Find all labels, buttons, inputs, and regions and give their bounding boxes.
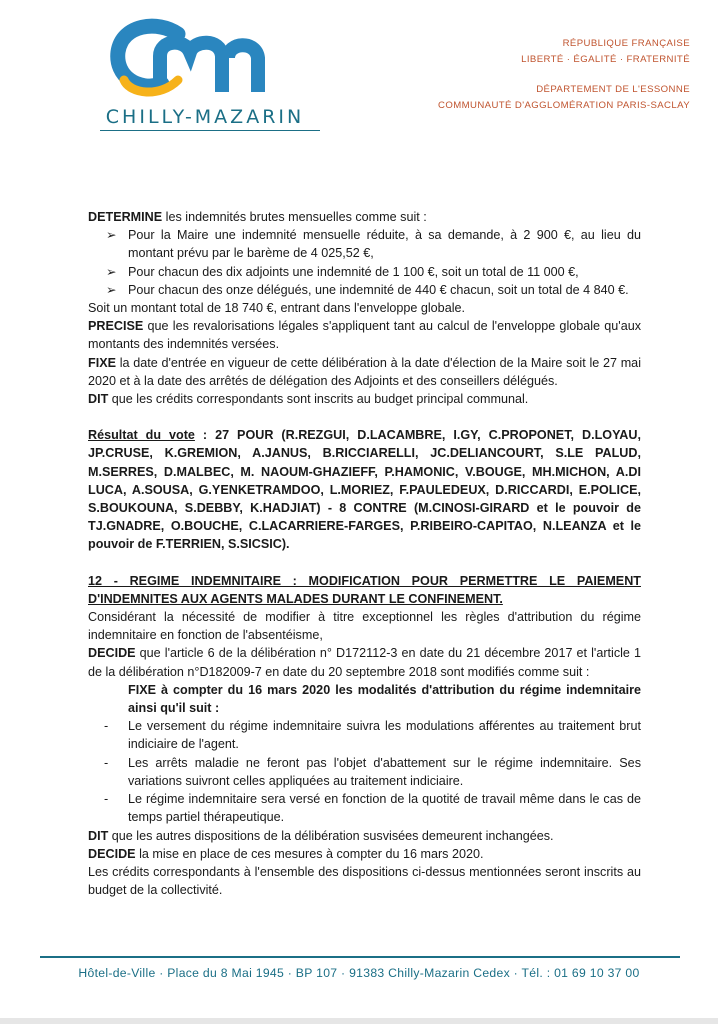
arrow-bullet-icon: ➢ (106, 282, 117, 297)
header-devise: LIBERTÉ · ÉGALITÉ · FRATERNITÉ (521, 54, 690, 65)
cm-logo-mark (100, 18, 310, 108)
total-paragraph: Soit un montant total de 18 740 €, entrant dans l'enveloppe globale. (88, 301, 465, 316)
logo-city-name: CHILLY-MAZARIN (105, 106, 305, 128)
keyword-decide: DECIDE (88, 646, 136, 661)
fixe-modalites: FIXE à compter du 16 mars 2020 les modalités d'attribution du régime indemnitaire ainsi qu'il suit : (128, 682, 641, 716)
dash-bullet-icon: - (104, 755, 109, 770)
decide-paragraph: DECIDE que l'article 6 de la délibération n° D172112-3 en date du 21 décembre 2017 et l'article 1 de la délibération n°D182009-7 en date du 20 septembre 2018 sont modifiés comme suit : (88, 646, 641, 679)
vote-result: Résultat du vote : 27 POUR (R.REZGUI, D.LACAMBRE, I.GY, C.PROPONET, D.LOYAU, JP.CRUSE, K.GREMION, A.JANUS, B.RICCIARELLI, JC.DELIANCOURT, S.LE PALUD, M.SERRES, D.MALBEC, M. NAOUM-GHAZIEFF, P.HAMONIC, V.BOUGE, MH.MICHON, A.DI LUCA, A.SOUSA, G.YENKETRAMDOO, L.MORIEZ, F.PAULEDEUX, D.RICCARDI, E.POLICE, S.BOUKOUNA, S.DEBBY, K.HADJIAT) - 8 CONTRE (M.CINOSI-GIRARD et le pouvoir de TJ.GNADRE, O.BOUCHE, C.LACARRIERE-FARGES, P.RIBEIRO-CAPITAO, N.LEANZA et le pouvoir de F.TERRIEN, S.SICSIC). (88, 428, 641, 552)
dash-bullet-icon: - (104, 792, 109, 807)
keyword-dit: DIT (88, 392, 109, 407)
fixe-paragraph: FIXE la date d'entrée en vigueur de cette délibération à la date d'élection de la Maire soit le 27 mai 2020 et à la date des arrêtés de délégation des Adjoints et des conseillers délégués. (88, 355, 641, 388)
keyword-precise: PRECISE (88, 319, 144, 334)
precise-paragraph: PRECISE que les revalorisations légales s'appliquent tant au calcul de l'enveloppe globale qu'aux montants des indemnités versées. (88, 319, 641, 352)
keyword-dit: DIT (88, 828, 109, 843)
header-communaute: COMMUNAUTÉ D'AGGLOMÉRATION PARIS-SACLAY (438, 100, 690, 111)
dit-autres-paragraph: DIT que les autres dispositions de la délibération susvisées demeurent inchangées. (88, 828, 554, 843)
header-departement: DÉPARTEMENT DE L'ESSONNE (536, 84, 690, 95)
header-right-block (438, 36, 690, 114)
list-item: - Les arrêts maladie ne feront pas l'objet d'abattement sur le régime indemnitaire. Ses variations suivront celles appliquées au traitement indiciaire. (104, 755, 641, 788)
section-12-heading: 12 - REGIME INDEMNITAIRE : MODIFICATION POUR PERMETTRE LE PAIEMENT D'INDEMNITES AUX AGENTS MALADES DURANT LE CONFINEMENT. (88, 573, 641, 606)
keyword-decide: DECIDE (88, 846, 136, 861)
header-republique: RÉPUBLIQUE FRANÇAISE (562, 38, 690, 49)
decide-mise-en-place: DECIDE la mise en place de ces mesures à compter du 16 mars 2020. (88, 846, 484, 861)
considerant-paragraph: Considérant la nécessité de modifier à titre exceptionnel les règles d'attribution du régime indemnitaire en fonction de l'absentéisme, (88, 610, 641, 643)
keyword-fixe: FIXE (88, 355, 116, 370)
footer-rule (40, 956, 680, 958)
list-item: - Le versement du régime indemnitaire suivra les modulations afférentes au traitement brut indiciaire de l'agent. (104, 719, 641, 752)
list-item: ➢ Pour la Maire une indemnité mensuelle réduite, à sa demande, à 2 900 €, au lieu du montant prévu par le barème de 4 025,52 €, (106, 228, 641, 261)
arrow-bullet-icon: ➢ (106, 264, 117, 279)
list-item: ➢ Pour chacun des dix adjoints une indemnité de 1 100 €, soit un total de 11 000 €, (88, 263, 641, 281)
logo-underline (100, 130, 320, 131)
list-item: - Le régime indemnitaire sera versé en fonction de la quotité de travail même dans le cas de temps partiel thérapeutique. (104, 792, 641, 825)
determine-paragraph: DETERMINE les indemnités brutes mensuelles comme suit : (88, 210, 427, 224)
credits-paragraph: Les crédits correspondants à l'ensemble des dispositions ci-dessus mentionnées seront inscrits au budget de la collectivité. (88, 864, 641, 898)
dit-paragraph: DIT que les crédits correspondants sont inscrits au budget principal communal. (88, 392, 529, 407)
dash-bullet-icon: - (104, 719, 109, 734)
document-body (88, 208, 641, 899)
indemnity-list (88, 226, 641, 299)
arrow-bullet-icon: ➢ (106, 228, 117, 243)
keyword-determine: DETERMINE (88, 210, 163, 224)
footer-address: Hôtel-de-Ville · Place du 8 Mai 1945 · BP 107 · 91383 Chilly-Mazarin Cedex · Tél. : 01 69 10 37 00 (78, 966, 640, 980)
city-logo (100, 18, 310, 136)
modalites-list (88, 717, 641, 826)
vote-label: Résultat du vote (88, 428, 195, 443)
page-bottom-edge (0, 1018, 718, 1024)
list-item: ➢ Pour chacun des onze délégués, une indemnité de 440 € chacun, soit un total de 4 840 €. (88, 281, 641, 299)
